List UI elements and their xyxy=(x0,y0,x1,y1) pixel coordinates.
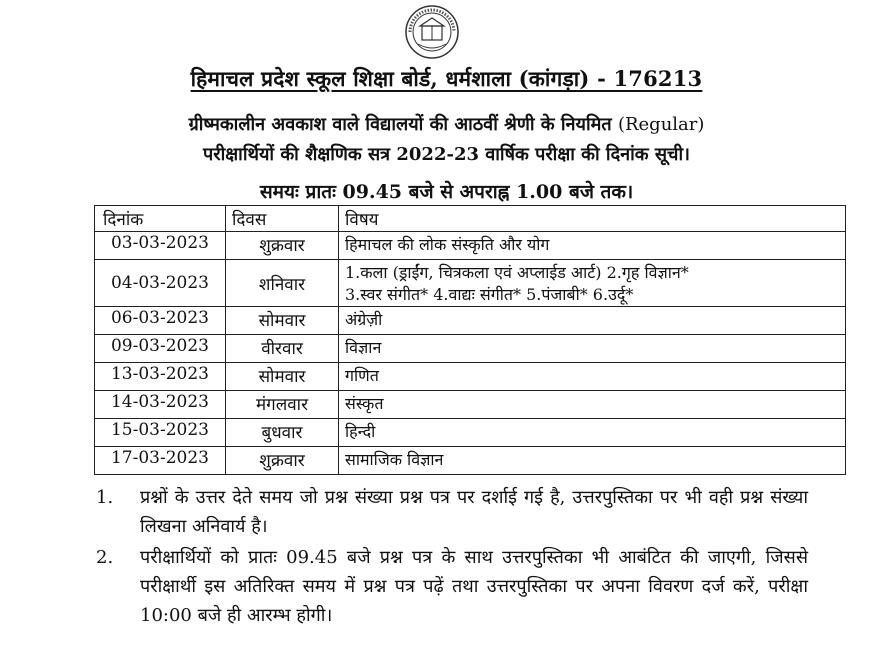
board-seal-icon xyxy=(404,4,460,60)
column-header-date: दिनांक xyxy=(95,206,226,232)
date-cell: 17-03-2023 xyxy=(95,447,226,475)
subject-cell: हिमाचल की लोक संस्कृति और योग xyxy=(339,232,846,260)
schedule-heading-line2: परीक्षार्थियों की शैक्षणिक सत्र 2022-23 वार्षिक परीक्षा की दिनांक सूची। xyxy=(203,144,690,165)
subject-cell xyxy=(339,260,846,307)
table-row xyxy=(95,363,846,391)
note-number: 1. xyxy=(96,487,114,508)
day-cell: सोमवार xyxy=(226,307,339,335)
subject-cell: विज्ञान xyxy=(339,335,846,363)
schedule-heading-line1: ग्रीष्मकालीन अवकाश वाले विद्यालयों की आठवीं श्रेणी के नियमित (Regular) xyxy=(188,114,705,135)
note-text: प्रश्नों के उत्तर देते समय जो प्रश्न संख्या प्रश्न पत्र पर दर्शाई गई है, उत्तरपुस्तिका पर भी वही प्रश्न संख्या लिखना अनिवार्य है। xyxy=(140,487,808,537)
subject-line-1: 1.कला (ड्राईंग, चित्रकला एवं अप्लाईड आर्ट) 2.गृह विज्ञान* xyxy=(345,263,689,282)
day-cell: शुक्रवार xyxy=(226,447,339,475)
subject-cell: गणित xyxy=(339,363,846,391)
day-cell: शनिवार xyxy=(226,260,339,307)
day-cell: वीरवार xyxy=(226,335,339,363)
subject-cell: संस्कृत xyxy=(339,391,846,419)
subject-cell: अंग्रेज़ी xyxy=(339,307,846,335)
table-row xyxy=(95,307,846,335)
instructions-list xyxy=(96,483,808,632)
date-cell: 06-03-2023 xyxy=(95,307,226,335)
list-item xyxy=(96,483,808,541)
subject-cell: सामाजिक विज्ञान xyxy=(339,447,846,475)
exam-time: समयः प्रातः 09.45 बजे से अपराह्न 1.00 बजे तक। xyxy=(259,181,634,203)
date-cell: 14-03-2023 xyxy=(95,391,226,419)
date-cell: 09-03-2023 xyxy=(95,335,226,363)
exam-schedule-table xyxy=(94,205,846,475)
day-cell: शुक्रवार xyxy=(226,232,339,260)
table-header-row xyxy=(95,206,846,232)
date-cell: 13-03-2023 xyxy=(95,363,226,391)
column-header-subject: विषय xyxy=(339,206,846,232)
table-row xyxy=(95,391,846,419)
column-header-day: दिवस xyxy=(226,206,339,232)
date-cell: 03-03-2023 xyxy=(95,232,226,260)
board-title: हिमाचल प्रदेश स्कूल शिक्षा बोर्ड, धर्मशाला (कांगड़ा) - 176213 xyxy=(190,66,703,91)
date-cell: 15-03-2023 xyxy=(95,419,226,447)
day-cell: सोमवार xyxy=(226,363,339,391)
note-text: परीक्षार्थियों को प्रातः 09.45 बजे प्रश्न पत्र के साथ उत्तरपुस्तिका भी आबंटित की जाएगी, जिससे परीक्षार्थी इस अतिरिक्त समय में प्रश्न पत्र पढ़ें तथा उत्तरपुस्तिका पर अपना विवरण दर्ज करें, परीक्षा 10:00 बजे ही आरम्भ होगी। xyxy=(140,547,808,626)
subject-line-2: 3.स्वर संगीत* 4.वाद्यः संगीत* 5.पंजाबी* 6.उर्दू* xyxy=(345,285,634,304)
day-cell: बुधवार xyxy=(226,419,339,447)
table-row xyxy=(95,335,846,363)
day-cell: मंगलवार xyxy=(226,391,339,419)
table-row xyxy=(95,232,846,260)
date-cell: 04-03-2023 xyxy=(95,260,226,307)
table-row xyxy=(95,260,846,307)
regular-label: (Regular) xyxy=(617,114,705,135)
table-row xyxy=(95,447,846,475)
subject-cell: हिन्दी xyxy=(339,419,846,447)
list-item xyxy=(96,543,808,630)
note-number: 2. xyxy=(96,547,114,568)
table-row xyxy=(95,419,846,447)
